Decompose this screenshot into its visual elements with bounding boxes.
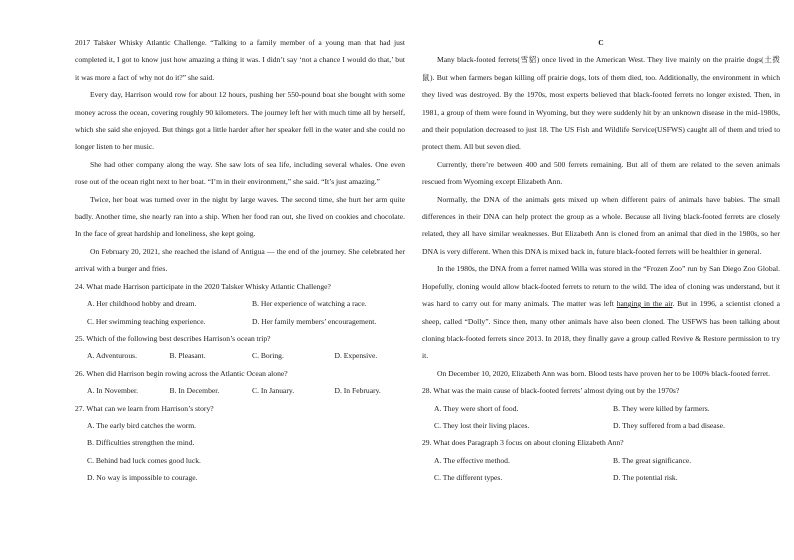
question-24-option-c: C. Her swimming teaching experience.	[87, 316, 206, 326]
question-24-options-row-1	[75, 295, 405, 312]
question-24-option-d: D. Her family members’ encouragement.	[252, 316, 377, 326]
passage-c-paragraph-3: Normally, the DNA of the animals gets mixed up when different pairs of animals have babies. The small differences in their DNA can help protect the group as a whole. Because all living black-footed ferrets are closely related, they all have similar weaknesses. But Elizabeth Ann is cloned from an animal that died in the 1980s, so her DNA is very different. When this DNA is mixed back in, future black-footed ferrets will be healthier in general.	[422, 194, 780, 256]
passage-b-paragraph-2: Every day, Harrison would row for about 12 hours, pushing her 550-pound boat she bought with some money across the ocean, covering roughly 90 kilometers. The journey left her with much time all by herself, which she said she enjoyed. But things got a little harder after her speaker fell in the water and she could no longer listen to her music.	[75, 90, 405, 152]
question-25-options	[75, 347, 405, 364]
paragraph-4-text-start: In the 1980s, the DNA from a ferret named Willa was stored in the “Frozen Zoo” run by San Diego Zoo Global. Hopefully, cloning would allow black-footed ferrets to return to the wild. The idea of cloning was understand, but it was hard to carry out for many animals. The matter was left	[422, 264, 780, 309]
passage-b-paragraph-4: Twice, her boat was turned over in the night by large waves. The second time, she hurt her arm quite badly. Another time, she nearly ran into a ship. When her food ran out, she lived on cookies and chocolate. In the face of great hardship and loneliness, she kept going.	[75, 194, 405, 239]
question-28: 28. What was the main cause of black-footed ferrets’ almost dying out by the 1970s?	[422, 386, 680, 396]
question-29-option-c: C. The different types.	[434, 473, 503, 483]
question-24-option-b: B. Her experience of watching a race.	[252, 299, 367, 309]
right-column	[422, 34, 780, 487]
question-27-option-a: A. The early bird catches the worm.	[87, 420, 197, 430]
question-24-options-row-2	[75, 313, 405, 330]
question-25-option-b: B. Pleasant.	[169, 351, 206, 361]
question-29-options-row-2	[422, 469, 780, 486]
question-27-option-d: D. No way is impossible to courage.	[87, 473, 198, 483]
question-29-option-b: B. The great significance.	[613, 455, 692, 465]
left-column	[75, 34, 405, 487]
question-25: 25. Which of the following best describes Harrison’s ocean trip?	[75, 333, 271, 343]
passage-b-paragraph-1: 2017 Talsker Whisky Atlantic Challenge. “Talking to a family member of a young man that had just completed it, I got to know just how amazing a thing it was. I didn’t say ‘not a chance I would do that,’ but it was more a fact of why not do it?” she said.	[75, 38, 405, 82]
question-28-options-row-2	[422, 417, 780, 434]
question-25-option-a: A. Adventurous.	[87, 351, 137, 361]
question-28-option-d: D. They suffered from a bad disease.	[613, 420, 725, 430]
question-28-option-b: B. They were killed by farmers.	[613, 403, 710, 413]
passage-c-paragraph-2: Currently, there’re between 400 and 500 ferrets remaining. But all of them are related to the seven animals rescued from Wyoming except Elizabeth Ann.	[422, 159, 780, 187]
question-28-option-c: C. They lost their living places.	[434, 420, 530, 430]
underlined-phrase: hanging in the air	[616, 299, 673, 309]
question-26-options	[75, 382, 405, 399]
question-27: 27. What can we learn from Harrison’s story?	[75, 403, 214, 413]
question-27-option-c: C. Behind bad luck comes good luck.	[87, 455, 201, 465]
passage-c-title: C	[598, 38, 604, 47]
passage-b-paragraph-3: She had other company along the way. She saw lots of sea life, including several whales. One even rose out of the ocean right next to her boat. “I’m in their environment,” she said. “It’s just amazing.”	[75, 159, 405, 187]
question-28-option-a: A. They were short of food.	[434, 403, 519, 413]
question-26: 26. When did Harrison begin rowing across the Atlantic Ocean alone?	[75, 368, 288, 378]
question-26-option-b: B. In December.	[169, 386, 220, 396]
paragraph-4-text-end: . But in 1996, a scientist cloned a sheep, called “Dolly”. Since then, many other animals have also been cloned. The USFWS has been talking about cloning black-footed ferrets since 2013. In 2018, they finally gave a group called Revive & Restore permission to try it.	[422, 299, 780, 361]
passage-b-paragraph-5: On February 20, 2021, she reached the island of Antigua — the end of the journey. She celebrated her arrival with a burger and fries.	[75, 246, 405, 274]
passage-c-paragraph-5: On December 10, 2020, Elizabeth Ann was born. Blood tests have proven her to be 100% black-footed ferret.	[437, 368, 770, 378]
question-24: 24. What made Harrison participate in the 2020 Talsker Whisky Atlantic Challenge?	[75, 281, 331, 291]
question-28-options-row-1	[422, 400, 780, 417]
question-26-option-c: C. In January.	[252, 386, 295, 396]
passage-c-paragraph-4	[422, 260, 780, 364]
question-24-option-a: A. Her childhood hobby and dream.	[87, 299, 197, 309]
question-26-option-d: D. In February.	[334, 386, 381, 396]
passage-c-paragraph-1: Many black-footed ferrets(雪貂) once lived in the American West. They live mainly on the prairie dogs(土拨鼠). But when farmers began killing off prairie dogs, lots of them died, too. Additionally, the environment in which they lived was destroyed. By the 1970s, most experts believed that black-footed ferrets no longer existed. Then, in 1981, a group of them were found in Wyoming, but they were suddenly hit by an unknown disease in the mid-1980s, and their population decreased to just 18. The US Fish and Wildlife Service(USFWS) caught all of them and tried to protect them. All but seven died.	[422, 55, 780, 152]
question-27-option-b: B. Difficulties strengthen the mind.	[87, 438, 195, 448]
question-29: 29. What does Paragraph 3 focus on about cloning Elizabeth Ann?	[422, 438, 624, 448]
question-29-options-row-1	[422, 452, 780, 469]
question-29-option-d: D. The potential risk.	[613, 473, 678, 483]
question-26-option-a: A. In November.	[87, 386, 139, 396]
question-29-option-a: A. The effective method.	[434, 455, 510, 465]
question-25-option-c: C. Boring.	[252, 351, 284, 361]
question-25-option-d: D. Expensive.	[334, 351, 378, 361]
